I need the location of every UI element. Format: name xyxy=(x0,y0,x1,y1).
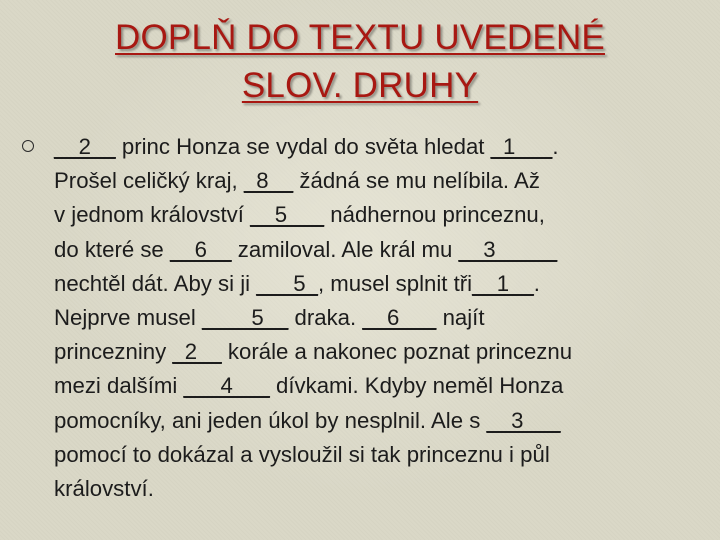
text-line: mezi dalšími ___4___ dívkami. Kdyby neměl Honza xyxy=(54,373,564,399)
text-line: princezniny _2__ korále a nakonec poznat princeznu xyxy=(54,339,573,365)
fill-blank: ___5_ xyxy=(256,270,318,296)
fill-blank: __2__ xyxy=(54,134,116,159)
text-line: království. xyxy=(54,476,154,502)
text-line: nechtěl dát. Aby si ji ___5_, musel splnit tři__1__. xyxy=(54,270,540,296)
text-line: v jednom království __5___ nádhernou princeznu, xyxy=(54,202,545,228)
fill-blank: __3_____ xyxy=(458,236,558,262)
exercise-paragraph xyxy=(54,130,714,506)
fill-blank: __1__ xyxy=(472,270,534,296)
fill-blank: ____5__ xyxy=(201,305,289,331)
text-line: Prošel celičký kraj, _8__ žádná se mu nelíbila. Až xyxy=(54,168,540,194)
fill-blank: _1___ xyxy=(490,134,553,159)
text-line: pomocníky, ani jeden úkol by nesplnil. Ale s __3___ xyxy=(54,407,561,433)
text-line: do které se __6__ zamiloval. Ale král mu __3_____ xyxy=(54,236,558,262)
slide-title xyxy=(0,14,720,110)
title-line-2: SLOV. DRUHY xyxy=(241,66,479,105)
fill-blank: __5___ xyxy=(250,202,325,228)
hollow-circle-bullet-icon xyxy=(22,140,34,152)
fill-blank: __6___ xyxy=(362,305,437,331)
fill-blank: _8__ xyxy=(243,168,294,194)
fill-blank: _2__ xyxy=(172,339,222,365)
text-line: Nejprve musel ____5__ draka. __6___ najít xyxy=(54,305,485,331)
fill-blank: __3___ xyxy=(486,407,561,433)
fill-blank: __6__ xyxy=(169,236,232,262)
title-line-1: DOPLŇ DO TEXTU UVEDENÉ xyxy=(115,18,605,57)
text-line: pomocí to dokázal a vysloužil si tak princeznu i půl xyxy=(54,441,550,467)
text-line: __2__ princ Honza se vydal do světa hledat _1___. xyxy=(54,134,559,159)
fill-blank: ___4___ xyxy=(183,373,270,399)
